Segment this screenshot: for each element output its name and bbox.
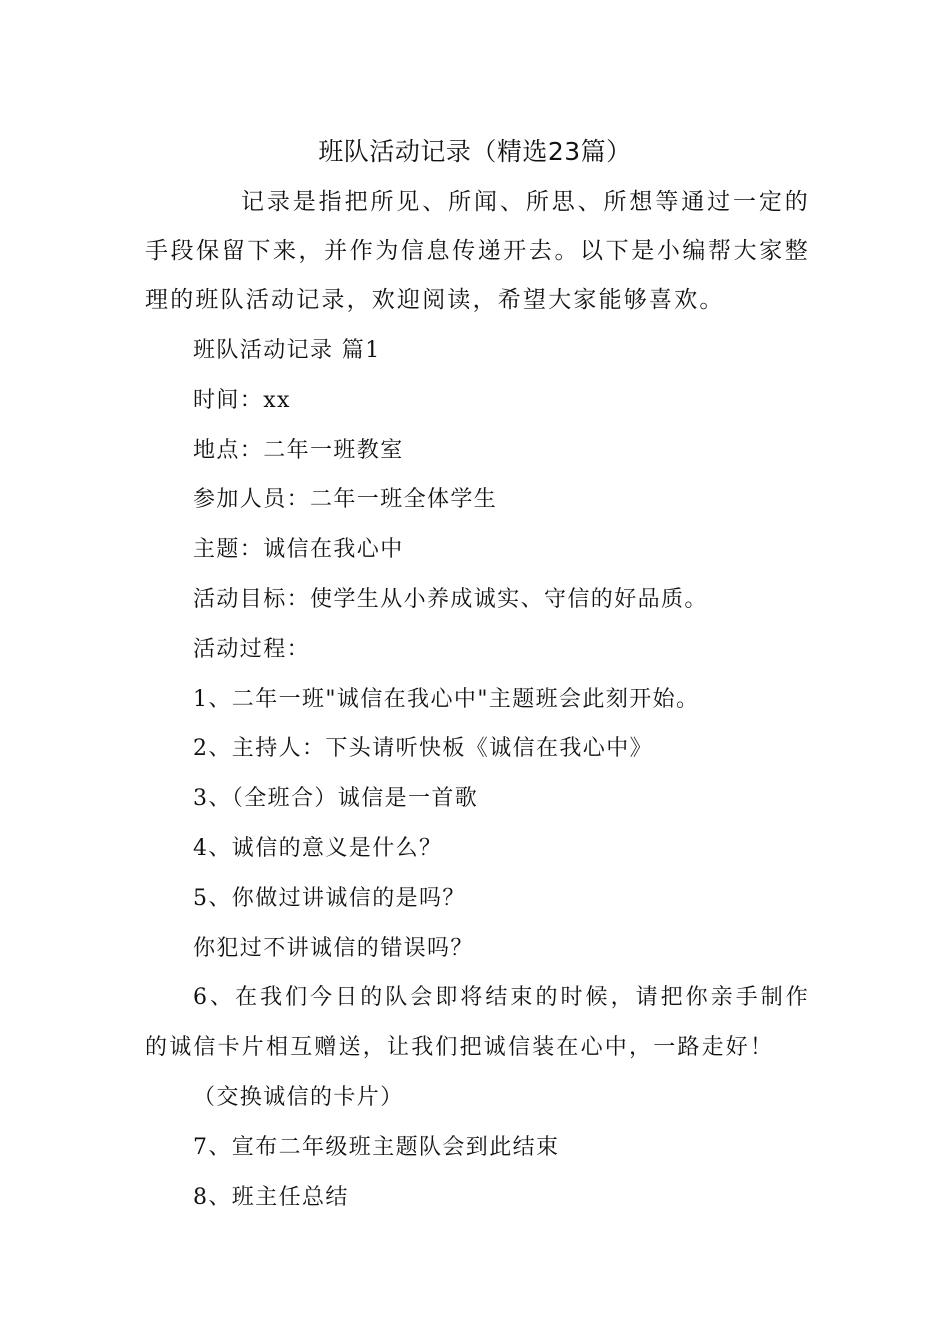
body-lines xyxy=(145,326,810,1222)
section-heading: 班队活动记录 篇1 xyxy=(193,338,381,363)
process-step-7: 7、宣布二年级班主题队会到此结束 xyxy=(193,1134,560,1160)
location-line: 地点：二年一班教室 xyxy=(193,437,404,463)
process-step-6: 6、在我们今日的队会即将结束的时候，请把你亲手制作的诚信卡片相互赠送，让我们把诚信装在心中，一路走好！ xyxy=(145,985,810,1061)
goal-line: 活动目标：使学生从小养成诚实、守信的好品质。 xyxy=(193,586,708,612)
participants-line: 参加人员：二年一班全体学生 xyxy=(193,487,498,513)
process-heading: 活动过程： xyxy=(193,636,311,662)
process-step-3: 3、（全班合）诚信是一首歌 xyxy=(193,786,479,812)
time-line: 时间：xx xyxy=(193,387,291,413)
document-title: 班队活动记录（精选23篇） xyxy=(318,137,632,166)
process-step-1: 1、二年一班"诚信在我心中"主题班会此刻开始。 xyxy=(193,686,700,712)
process-step-2: 2、主持人：下头请听快板《诚信在我心中》 xyxy=(193,736,653,762)
process-step-6-note: （交换诚信的卡片） xyxy=(193,1084,404,1110)
process-step-5-question: 你犯过不讲诚信的错误吗？ xyxy=(193,935,474,961)
intro-paragraph: 记录是指把所见、所闻、所思、所想等通过一定的手段保留下来，并作为信息传递开去。以下是小编帮大家整理的班队活动记录，欢迎阅读，希望大家能够喜欢。 xyxy=(145,189,810,313)
process-step-5: 5、你做过讲诚信的是吗？ xyxy=(193,885,466,911)
process-step-4: 4、诚信的意义是什么？ xyxy=(193,835,443,861)
theme-line: 主题：诚信在我心中 xyxy=(193,537,404,563)
process-step-8: 8、班主任总结 xyxy=(193,1184,349,1210)
